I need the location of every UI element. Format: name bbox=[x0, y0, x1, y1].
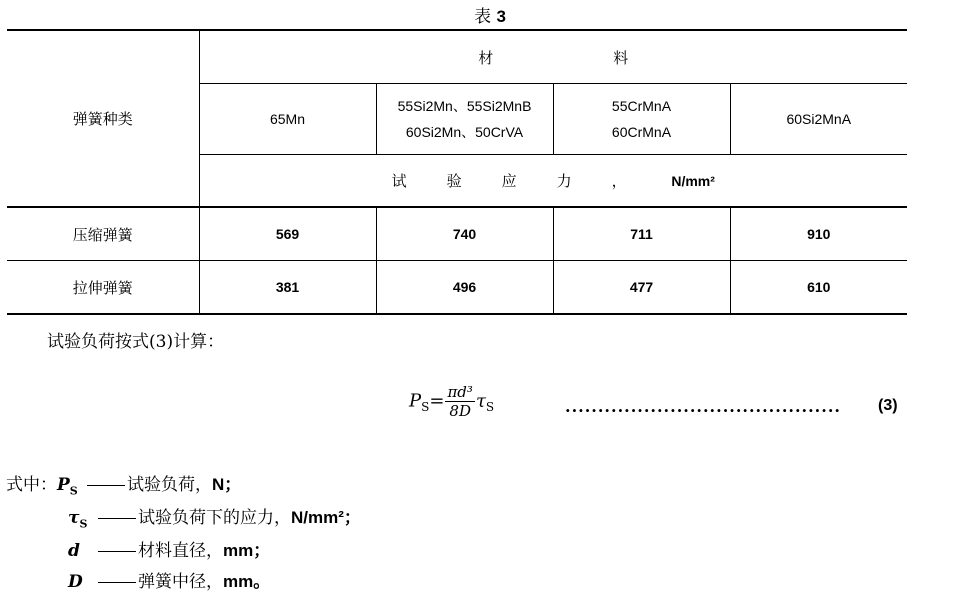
equation-number: (3) bbox=[878, 397, 898, 414]
row-label: 拉伸弹簧 bbox=[72, 278, 133, 297]
table-cell: 711 bbox=[553, 207, 730, 261]
legend-symbol: $P_S$ bbox=[57, 475, 78, 498]
legend-text: 试验负荷下的应力， bbox=[138, 508, 291, 528]
material-name: 60Si2MnA bbox=[786, 111, 852, 127]
row-label-compression bbox=[7, 207, 199, 261]
table-cell: 740 bbox=[376, 207, 553, 261]
material-header-char-1: 材 bbox=[478, 48, 494, 67]
legend-unit: mm； bbox=[223, 541, 271, 560]
leader-dots: .......................................... bbox=[565, 397, 841, 416]
formula: $P_S=$ $\frac{\text{πd³}}{8D}$ $\tau_S$ bbox=[409, 383, 495, 420]
legend-line-2 bbox=[68, 503, 361, 530]
material-header bbox=[199, 30, 907, 84]
material-name: 60Si2Mn、50CrVA bbox=[405, 124, 524, 140]
legend-lead: 式中： bbox=[6, 475, 57, 495]
formula-numerator: πd³ bbox=[447, 383, 473, 401]
formula-lhs-sub: S bbox=[421, 400, 430, 415]
legend-dash bbox=[98, 582, 136, 583]
table-caption bbox=[0, 2, 980, 27]
material-cell-4 bbox=[730, 84, 907, 155]
legend-dash bbox=[87, 485, 125, 486]
legend-text: 试验负荷， bbox=[127, 475, 212, 495]
legend-symbol: d bbox=[68, 541, 80, 561]
stress-header bbox=[199, 155, 907, 208]
material-name: 55Si2Mn、55Si2MnB bbox=[397, 98, 532, 114]
formula-fraction bbox=[445, 383, 474, 420]
formula-intro: 试验负荷按式(3)计算： bbox=[47, 332, 225, 352]
legend-unit: N； bbox=[212, 475, 242, 494]
legend-dash bbox=[98, 551, 136, 552]
legend-line-4 bbox=[68, 567, 270, 592]
table-cell: 496 bbox=[376, 261, 553, 315]
legend-symbol: D bbox=[68, 572, 83, 592]
row-header-label: 弹簧种类 bbox=[72, 110, 133, 128]
row-label-extension bbox=[7, 261, 199, 315]
legend-line-3 bbox=[68, 536, 270, 561]
table-cell: 610 bbox=[730, 261, 907, 315]
caption-number: 3 bbox=[496, 7, 506, 26]
legend-text: 材料直径， bbox=[138, 541, 223, 561]
table-cell: 381 bbox=[199, 261, 376, 315]
formula-denominator: 8D bbox=[449, 402, 471, 420]
material-header-char-2: 料 bbox=[613, 48, 629, 67]
row-header-cell bbox=[7, 30, 199, 207]
formula-tail-sub: S bbox=[485, 400, 495, 415]
table-cell: 569 bbox=[199, 207, 376, 261]
material-cell-1 bbox=[199, 84, 376, 155]
stress-header-label: 试验应力， bbox=[391, 172, 667, 190]
material-name: 60CrMnA bbox=[611, 124, 672, 140]
legend-unit: N/mm²； bbox=[291, 508, 361, 527]
material-cell-3 bbox=[553, 84, 730, 155]
formula-tail: τ bbox=[475, 390, 486, 412]
material-name: 65Mn bbox=[269, 111, 306, 127]
table-cell: 910 bbox=[730, 207, 907, 261]
spring-test-stress-table bbox=[7, 29, 907, 315]
formula-lhs: P bbox=[409, 390, 422, 412]
legend-text: 弹簧中径， bbox=[138, 572, 223, 592]
legend-line-1 bbox=[6, 470, 241, 497]
stress-unit: N/mm² bbox=[671, 173, 715, 189]
caption-prefix: 表 bbox=[474, 7, 492, 27]
material-name: 55CrMnA bbox=[611, 98, 672, 114]
legend-unit: mm。 bbox=[223, 572, 271, 591]
legend-dash bbox=[98, 518, 136, 519]
table-cell: 477 bbox=[553, 261, 730, 315]
legend-symbol: $\tau_S$ bbox=[68, 508, 88, 531]
row-label: 压缩弹簧 bbox=[72, 225, 133, 244]
material-cell-2 bbox=[376, 84, 553, 155]
